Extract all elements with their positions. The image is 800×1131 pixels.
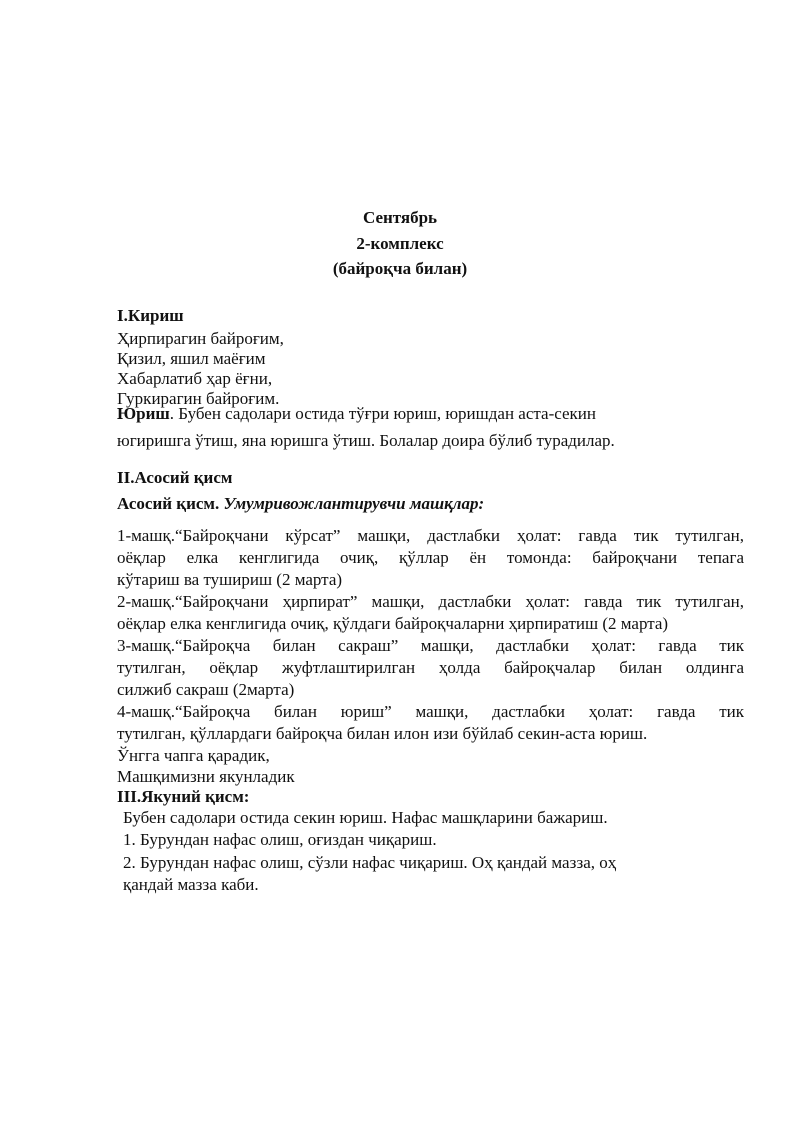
main-subheading [117, 494, 484, 514]
main-sub-label: Асосий қисм. [117, 494, 220, 513]
walk-label: Юриш [117, 404, 170, 423]
exercise-line: оёқлар елка кенглигида очиқ, қўллар ён томонда: байроқчани тепага [117, 548, 744, 567]
poem-line: Гуркирагин байроғим. [117, 389, 280, 408]
walk-paragraph [117, 404, 596, 424]
final-line: Бубен садолари остида секин юриш. Нафас машқларини бажариш. [123, 808, 608, 827]
exercise-line: 3-машқ.“Байроқча билан сакраш” машқи, дастлабки ҳолат: гавда тик [117, 636, 744, 655]
intro-heading: I.Кириш [117, 306, 184, 325]
final-line: 2. Бурундан нафас олиш, сўзли нафас чиқариш. Оҳ қандай мазза, оҳ [123, 853, 617, 872]
main-heading: II.Асосий қисм [117, 468, 233, 487]
doc-complex-title: 2-комплекс [356, 234, 444, 253]
poem-line: Ҳирпирагин байроғим, [117, 329, 284, 348]
poem-line: Хабарлатиб ҳар ёғни, [117, 369, 273, 388]
exercise-line: тутилган, қўллардаги байроқча билан илон изи бўйлаб секин-аста юриш. [117, 724, 648, 743]
exercise-line: 1-машқ.“Байроқчани кўрсат” машқи, дастлабки ҳолат: гавда тик тутилган, [117, 526, 744, 545]
exercise-line: 4-машқ.“Байроқча билан юриш” машқи, дастлабки ҳолат: гавда тик [117, 702, 744, 721]
walk-text-line: югиришга ўтиш, яна юришга ўтиш. Болалар доира бўлиб турадилар. [117, 431, 615, 450]
final-heading: III.Якуний қисм: [117, 787, 250, 806]
exercise-line: силжиб сакраш (2марта) [117, 680, 295, 699]
main-sub-italic: Умумривожлантирувчи машқлар: [223, 494, 485, 513]
exercise-line: 2-машқ.“Байроқчани ҳирпират” машқи, дастлабки ҳолат: гавда тик тутилган, [117, 592, 744, 611]
doc-subtitle: (байроқча билан) [332, 259, 468, 278]
exercise-line: Ўнгга чапга қарадик, [117, 746, 270, 765]
walk-text: . Бубен садолари остида тўғри юриш, юришдан аста-секин [169, 404, 596, 423]
exercise-line: оёқлар елка кенглигида очиқ, қўлдаги байроқчаларни ҳирпиратиш (2 марта) [117, 614, 669, 633]
doc-month-title: Сентябрь [362, 208, 438, 227]
exercise-line: тутилган, оёқлар жуфтлаштирилган ҳолда байроқчалар билан олдинга [117, 658, 744, 677]
final-line: 1. Бурундан нафас олиш, оғиздан чиқариш. [123, 830, 437, 849]
final-line: қандай мазза каби. [123, 875, 259, 894]
exercise-line: кўтариш ва тушириш (2 марта) [117, 570, 343, 589]
exercise-line: Машқимизни якунладик [117, 767, 295, 786]
poem-line: Қизил, яшил маёғим [117, 349, 266, 368]
